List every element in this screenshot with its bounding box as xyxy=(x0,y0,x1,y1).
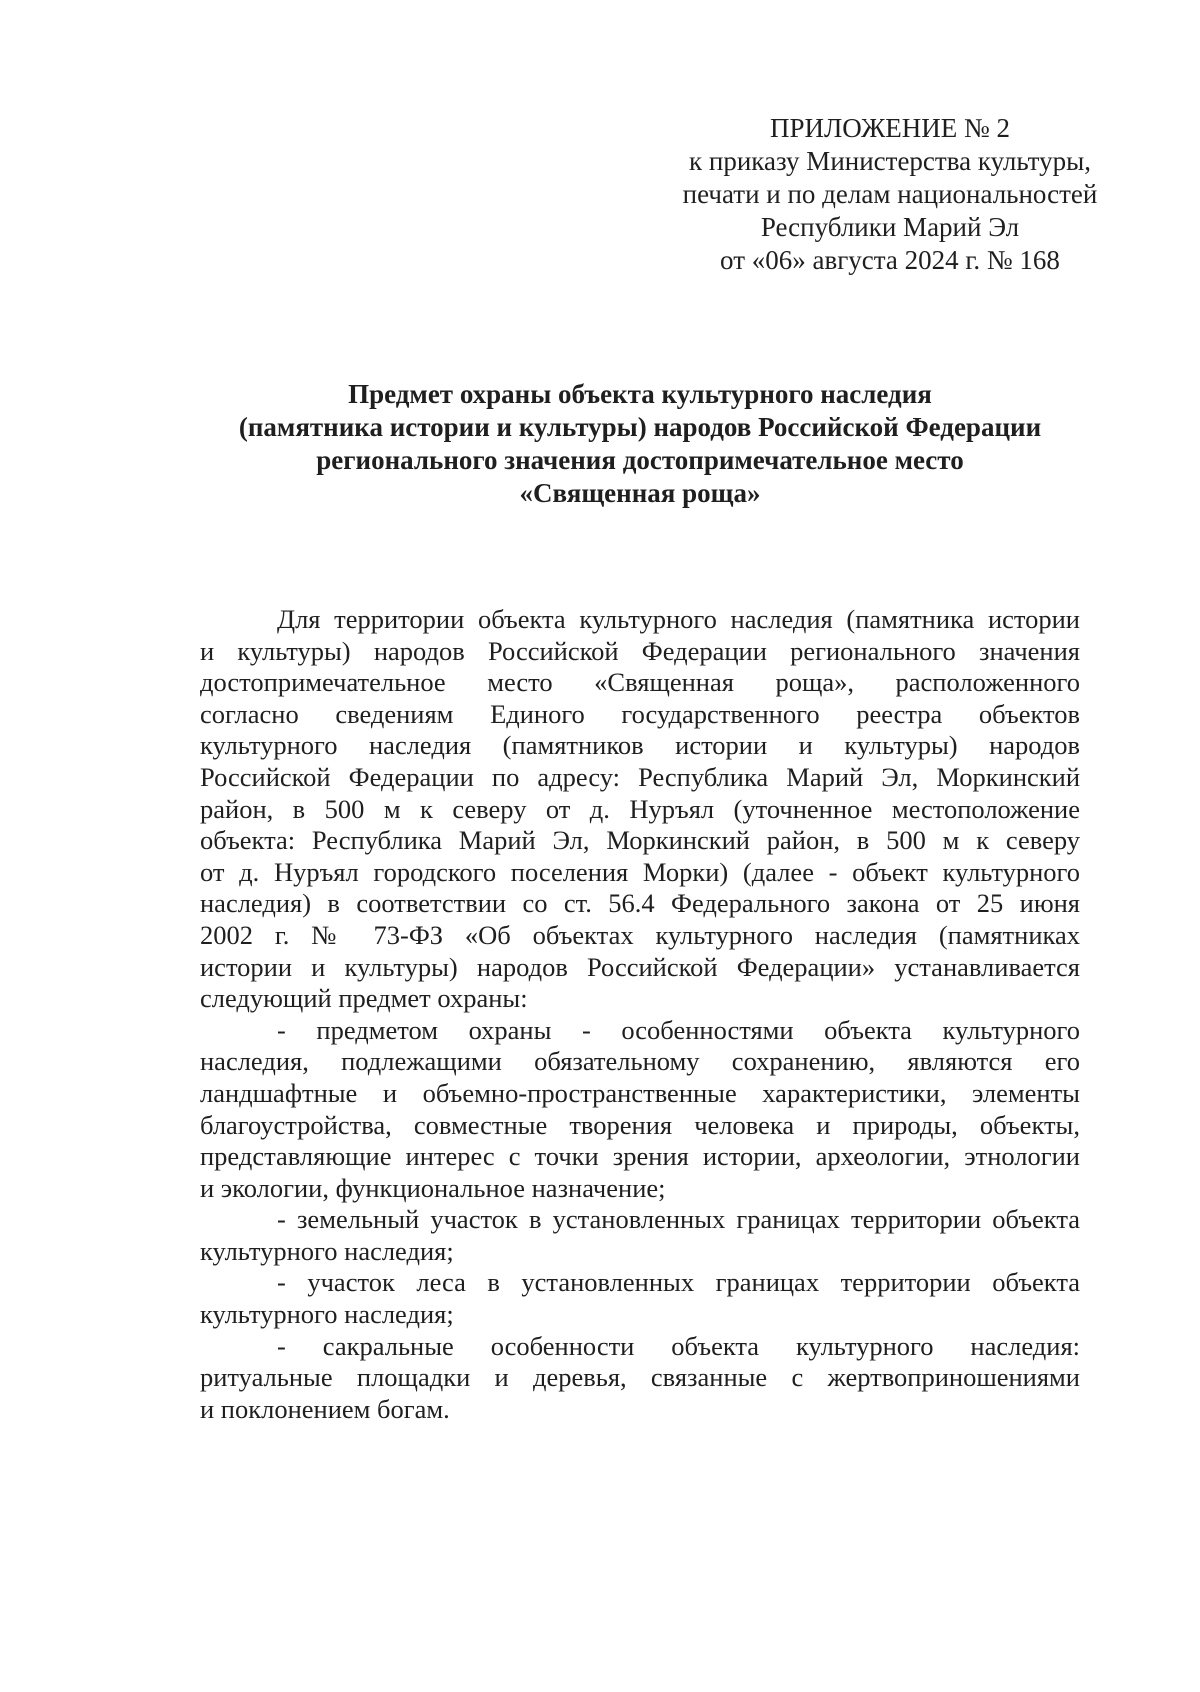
list-item xyxy=(200,1267,1080,1330)
list-item xyxy=(200,1331,1080,1426)
list-item xyxy=(200,1204,1080,1267)
appendix-ministry-line: печати и по делам национальностей xyxy=(682,179,1098,209)
document-title xyxy=(200,378,1080,510)
main-paragraph xyxy=(200,604,1080,1015)
title-line: «Священная роща» xyxy=(519,478,761,508)
paragraph-line: Российской Федерации по адресу: Республика Марий Эл, Моркинский xyxy=(200,761,1080,792)
appendix-republic-line: Республики Марий Эл xyxy=(760,212,1020,242)
paragraph-line: и культуры) народов Российской Федерации регионального значения xyxy=(200,635,1080,666)
list-item-line: - сакральные особенности объекта культурного наследия: xyxy=(277,1330,1080,1361)
list-item-line: наследия, подлежащими обязательному сохранению, являются его xyxy=(200,1046,1080,1077)
list-item xyxy=(200,1015,1080,1205)
appendix-date-line: от «06» августа 2024 г. № 168 xyxy=(720,245,1060,275)
paragraph-line: район, в 500 м к северу от д. Нуръял (уточненное местоположение xyxy=(200,793,1080,824)
document-body xyxy=(200,604,1080,1425)
list-item-line: - земельный участок в установленных границах территории объекта xyxy=(277,1204,1080,1235)
list-item-line: представляющие интерес с точки зрения истории, археологии, этнологии xyxy=(200,1141,1080,1172)
paragraph-line: следующий предмет охраны: xyxy=(200,983,528,1014)
paragraph-line: достопримечательное место «Священная роща», расположенного xyxy=(200,667,1080,698)
list-item-line: - участок леса в установленных границах территории объекта xyxy=(277,1267,1080,1298)
paragraph-line: истории и культуры) народов Российской Федерации» устанавливается xyxy=(200,951,1080,982)
title-line: регионального значения достопримечательное место xyxy=(316,445,964,475)
list-item-line: ритуальные площадки и деревья, связанные с жертвоприношениями xyxy=(200,1362,1080,1393)
list-item-line: культурного наследия; xyxy=(200,1235,454,1266)
list-item-line: культурного наследия; xyxy=(200,1299,454,1330)
paragraph-line: Для территории объекта культурного наследия (памятника истории xyxy=(277,604,1080,634)
title-line: Предмет охраны объекта культурного наследия xyxy=(348,379,932,409)
list-item-line: и экологии, функциональное назначение; xyxy=(200,1172,666,1203)
appendix-header xyxy=(660,112,1120,277)
paragraph-line: объекта: Республика Марий Эл, Моркинский район, в 500 м к северу xyxy=(200,825,1080,856)
list-item-line: - предметом охраны - особенностями объекта культурного xyxy=(277,1014,1080,1045)
appendix-number: ПРИЛОЖЕНИЕ № 2 xyxy=(769,113,1011,143)
list-item-line: ландшафтные и объемно-пространственные характеристики, элементы xyxy=(200,1077,1080,1108)
appendix-order-line: к приказу Министерства культуры, xyxy=(689,146,1091,176)
paragraph-line: согласно сведениям Единого государственного реестра объектов xyxy=(200,698,1080,729)
paragraph-line: 2002 г. № 73-ФЗ «Об объектах культурного наследия (памятниках xyxy=(200,919,1080,950)
paragraph-line: от д. Нуръял городского поселения Морки) (далее - объект культурного xyxy=(200,856,1080,887)
paragraph-line: культурного наследия (памятников истории и культуры) народов xyxy=(200,730,1080,761)
title-line: (памятника истории и культуры) народов Российской Федерации xyxy=(238,412,1042,442)
list-item-line: благоустройства, совместные творения человека и природы, объекты, xyxy=(200,1109,1080,1140)
paragraph-line: наследия) в соответствии со ст. 56.4 Федерального закона от 25 июня xyxy=(200,888,1080,919)
list-item-line: и поклонением богам. xyxy=(200,1393,450,1424)
